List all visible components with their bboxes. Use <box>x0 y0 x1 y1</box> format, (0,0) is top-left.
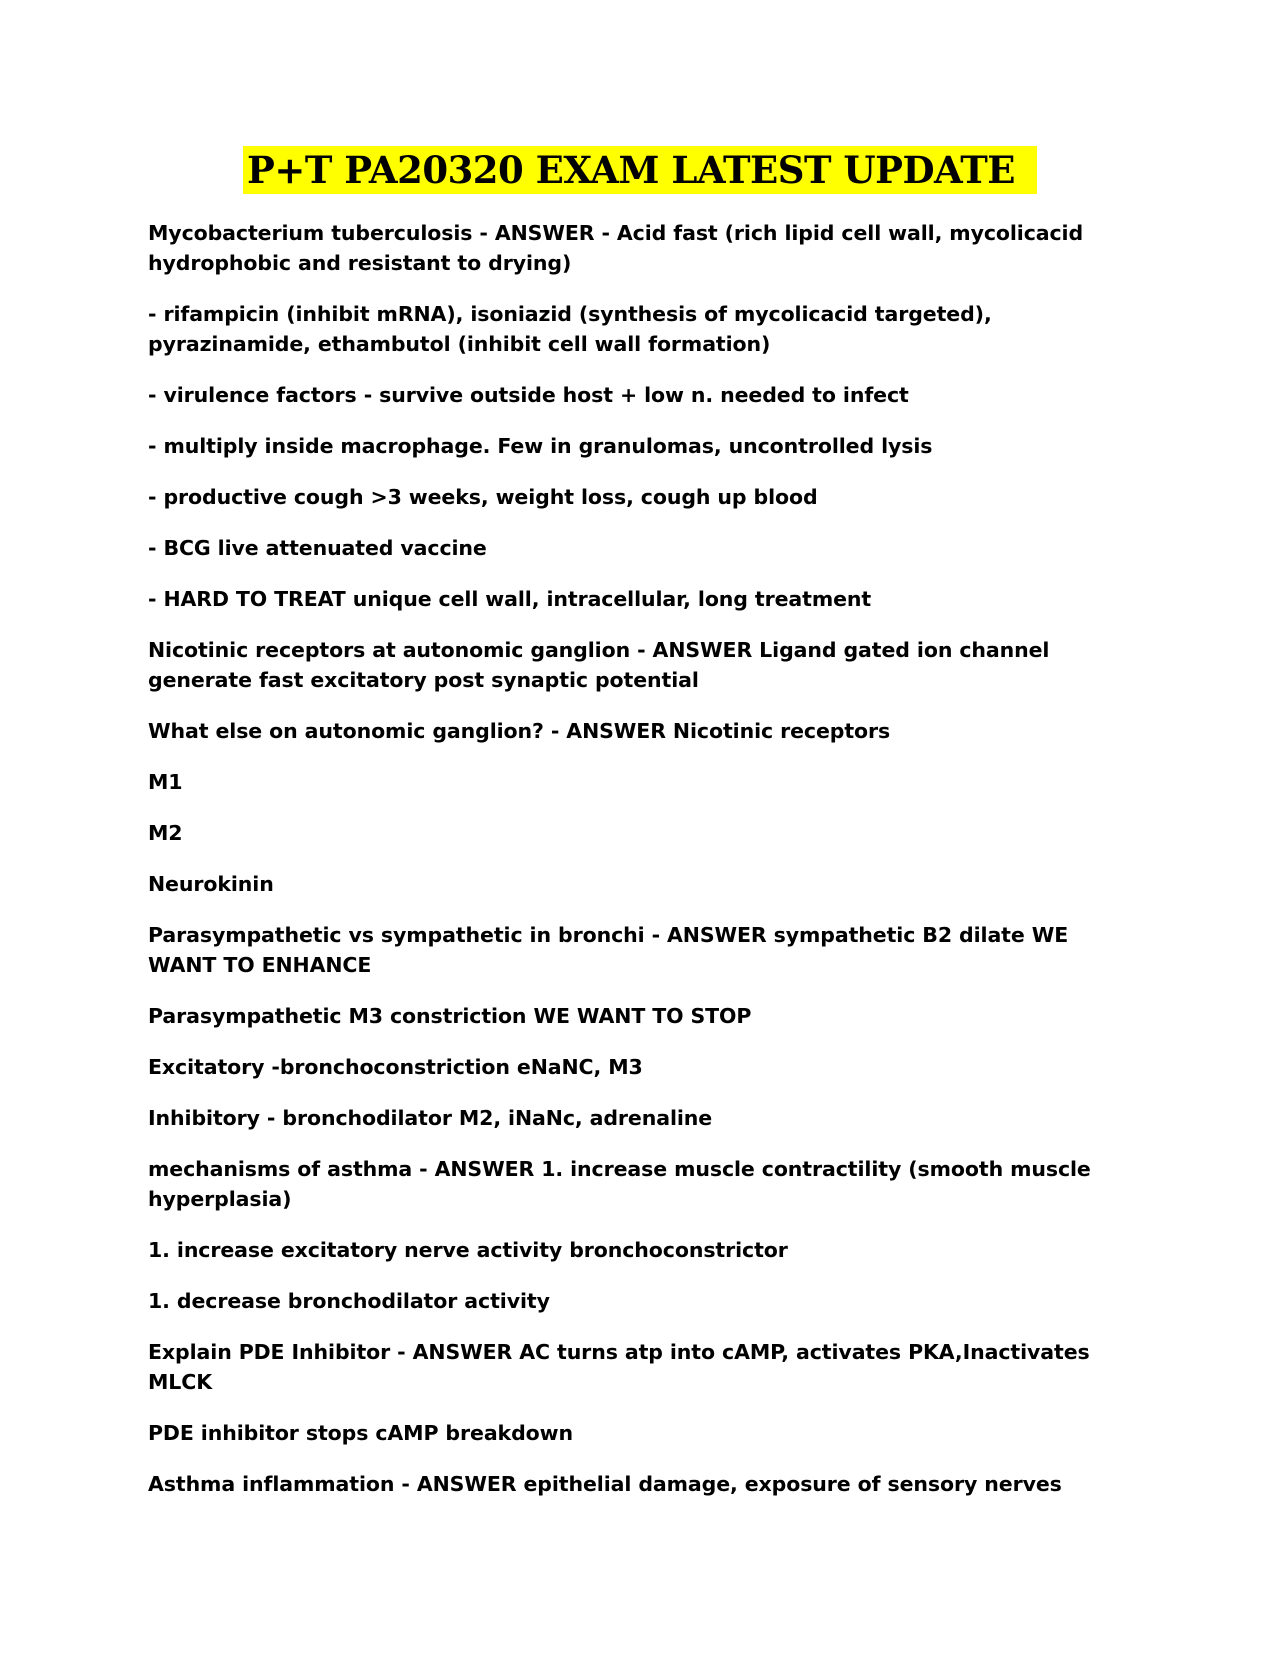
title-container <box>0 146 1280 194</box>
paragraph-bronchodilator-activity: 1. decrease bronchodilator activity <box>148 1289 550 1313</box>
paragraph-macrophage: - multiply inside macrophage. Few in granulomas, uncontrolled lysis <box>148 434 933 458</box>
paragraph-virulence: - virulence factors - survive outside host + low n. needed to infect <box>148 383 909 407</box>
document-title: P+T PA20320 EXAM LATEST UPDATE <box>243 146 1037 194</box>
paragraph-m2: M2 <box>148 821 183 845</box>
paragraph-ganglion: What else on autonomic ganglion? - ANSWER Nicotinic receptors <box>148 719 891 743</box>
paragraph-neurokinin: Neurokinin <box>148 872 274 896</box>
paragraph-m3-constriction: Parasympathetic M3 constriction WE WANT TO STOP <box>148 1004 752 1028</box>
paragraph-pde-inhibitor: Explain PDE Inhibitor - ANSWER AC turns atp into cAMP, activates PKA,Inactivates MLCK <box>148 1340 1090 1394</box>
paragraph-nicotinic: Nicotinic receptors at autonomic ganglion - ANSWER Ligand gated ion channel generate fast excitatory post synaptic potential <box>148 638 1050 692</box>
paragraph-bronchi: Parasympathetic vs sympathetic in bronchi - ANSWER sympathetic B2 dilate WE WANT TO ENHANCE <box>148 923 1069 977</box>
document-body <box>148 218 1138 1520</box>
paragraph-asthma-mechanisms: mechanisms of asthma - ANSWER 1. increase muscle contractility (smooth muscle hyperplasia) <box>148 1157 1091 1211</box>
paragraph-m1: M1 <box>148 770 183 794</box>
paragraph-tb-drugs: - rifampicin (inhibit mRNA), isoniazid (synthesis of mycolicacid targeted), pyrazinamide, ethambutol (inhibit cell wall formation) <box>148 302 992 356</box>
paragraph-asthma-inflammation: Asthma inflammation - ANSWER epithelial damage, exposure of sensory nerves <box>148 1472 1062 1496</box>
paragraph-symptoms: - productive cough >3 weeks, weight loss, cough up blood <box>148 485 818 509</box>
paragraph-camp-breakdown: PDE inhibitor stops cAMP breakdown <box>148 1421 573 1445</box>
paragraph-hard-to-treat: - HARD TO TREAT unique cell wall, intracellular, long treatment <box>148 587 872 611</box>
paragraph-tuberculosis: Mycobacterium tuberculosis - ANSWER - Acid fast (rich lipid cell wall, mycolicacid hydrophobic and resistant to drying) <box>148 221 1084 275</box>
paragraph-excitatory-nerve: 1. increase excitatory nerve activity bronchoconstrictor <box>148 1238 788 1262</box>
paragraph-excitatory: Excitatory -bronchoconstriction eNaNC, M3 <box>148 1055 643 1079</box>
paragraph-inhibitory: Inhibitory - bronchodilator M2, iNaNc, adrenaline <box>148 1106 713 1130</box>
paragraph-bcg: - BCG live attenuated vaccine <box>148 536 487 560</box>
